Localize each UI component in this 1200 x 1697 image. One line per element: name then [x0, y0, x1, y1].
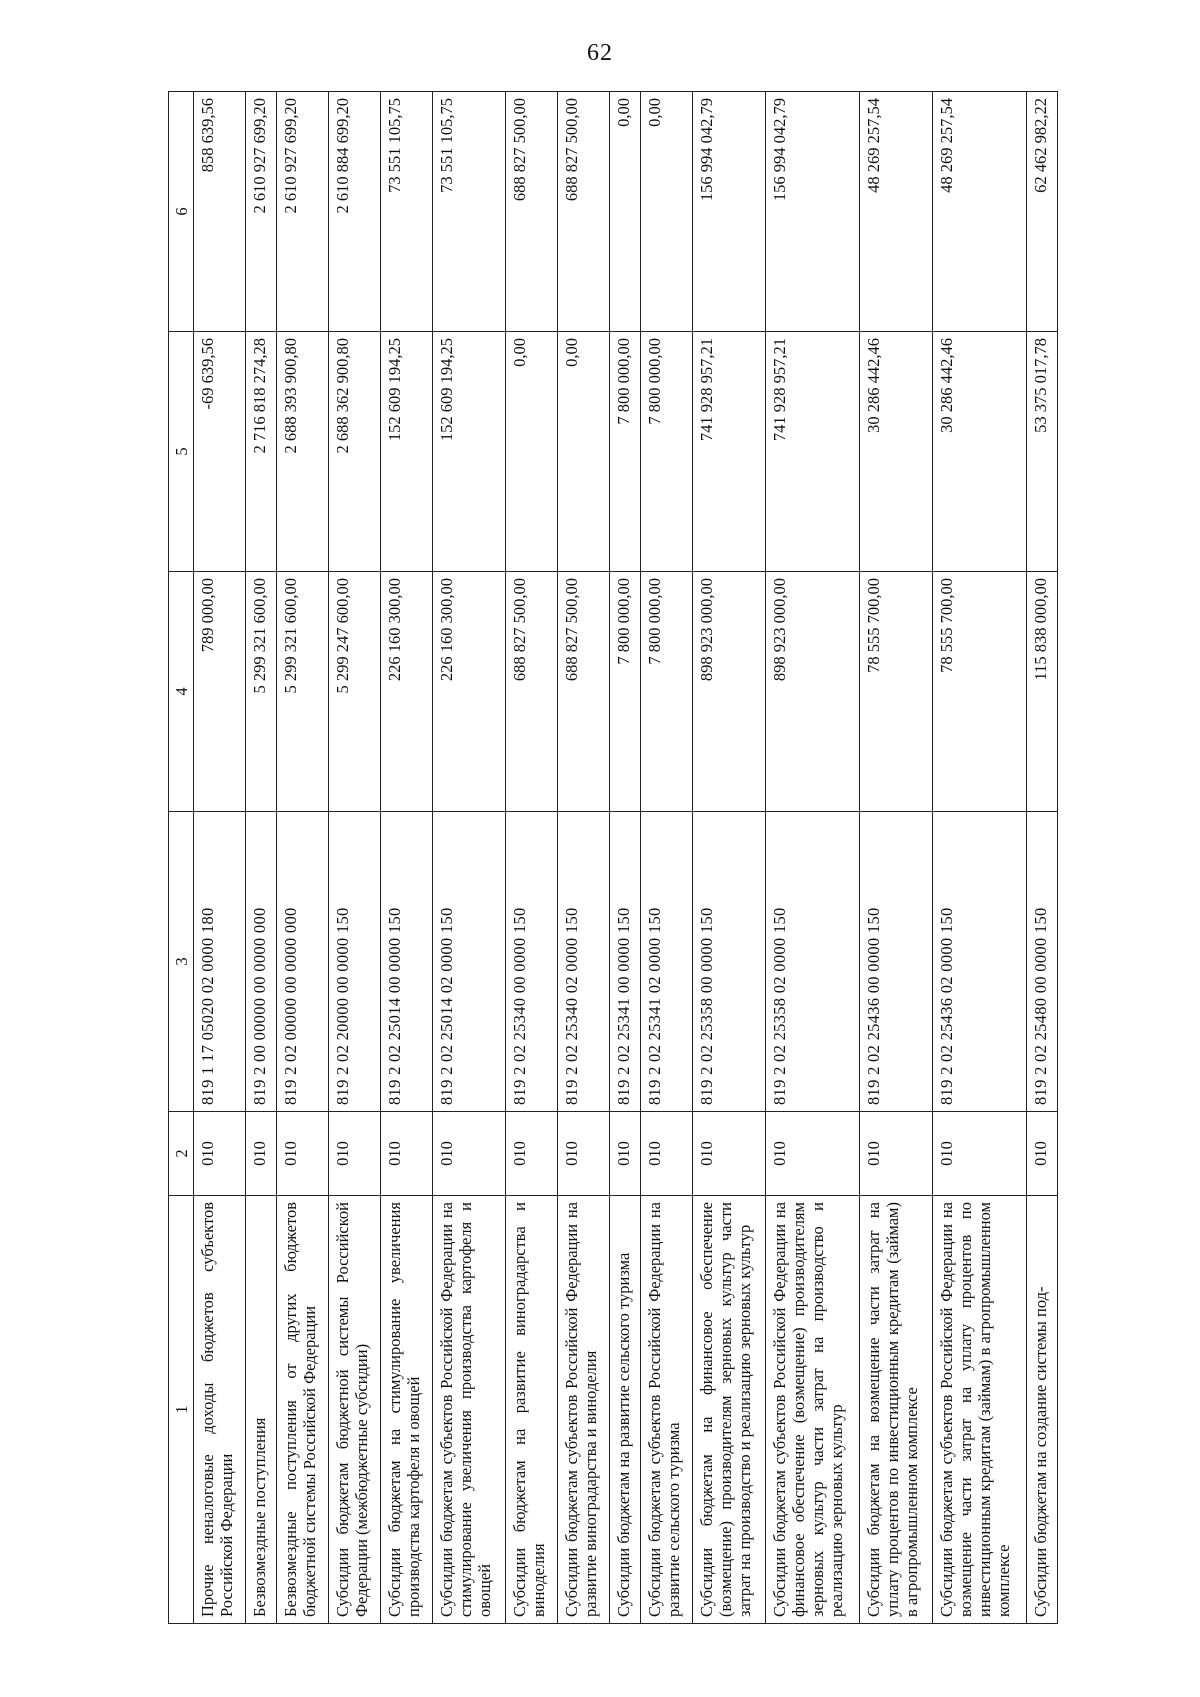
row-code: 010 — [432, 1112, 505, 1196]
row-code: 010 — [557, 1112, 609, 1196]
table-row — [1026, 92, 1057, 1624]
unexecuted-amount: 2 610 884 699,20 — [328, 92, 380, 332]
unexecuted-amount: 156 994 042,79 — [692, 92, 765, 332]
approved-amount: 226 160 300,00 — [380, 572, 432, 812]
row-code: 010 — [1026, 1112, 1057, 1196]
table-row — [276, 92, 328, 1624]
row-name: Субсидии бюджетам субъектов Российской Федерации на развитие виноградарства и виноделия — [557, 1196, 609, 1624]
unexecuted-amount: 73 551 105,75 — [432, 92, 505, 332]
header-col-5: 5 — [169, 332, 194, 572]
row-code: 010 — [276, 1112, 328, 1196]
table-row — [505, 92, 557, 1624]
row-code: 010 — [245, 1112, 276, 1196]
row-code: 010 — [692, 1112, 765, 1196]
budget-code: 819 1 17 05020 02 0000 180 — [194, 812, 246, 1112]
row-name: Субсидии бюджетам субъектов Российской Федерации на стимулирование увеличения производства картофеля и овощей — [432, 1196, 505, 1624]
rotated-table-container — [168, 92, 1058, 1624]
unexecuted-amount: 73 551 105,75 — [380, 92, 432, 332]
unexecuted-amount: 858 639,56 — [194, 92, 246, 332]
header-col-1: 1 — [169, 1196, 194, 1624]
unexecuted-amount: 62 462 982,22 — [1026, 92, 1057, 332]
budget-code: 819 2 02 25358 00 0000 150 — [692, 812, 765, 1112]
approved-amount: 5 299 321 600,00 — [276, 572, 328, 812]
executed-amount: 30 286 442,46 — [859, 332, 932, 572]
approved-amount: 688 827 500,00 — [505, 572, 557, 812]
approved-amount: 78 555 700,00 — [932, 572, 1026, 812]
executed-amount: 741 928 957,21 — [765, 332, 859, 572]
approved-amount: 898 923 000,00 — [765, 572, 859, 812]
approved-amount: 78 555 700,00 — [859, 572, 932, 812]
row-name: Субсидии бюджетам субъектов Российской Федерации на развитие сельского туризма — [640, 1196, 692, 1624]
row-name: Субсидии бюджетам на развитие виноградарства и виноделия — [505, 1196, 557, 1624]
executed-amount: 2 688 393 900,80 — [276, 332, 328, 572]
table-row — [328, 92, 380, 1624]
row-name: Прочие неналоговые доходы бюджетов субъектов Российской Федерации — [194, 1196, 246, 1624]
row-code: 010 — [194, 1112, 246, 1196]
unexecuted-amount: 48 269 257,54 — [932, 92, 1026, 332]
row-name: Субсидии бюджетам на развитие сельского туризма — [609, 1196, 640, 1624]
row-code: 010 — [859, 1112, 932, 1196]
executed-amount: 152 609 194,25 — [380, 332, 432, 572]
unexecuted-amount: 688 827 500,00 — [557, 92, 609, 332]
approved-amount: 7 800 000,00 — [640, 572, 692, 812]
row-code: 010 — [640, 1112, 692, 1196]
budget-code: 819 2 02 25341 00 0000 150 — [609, 812, 640, 1112]
budget-code: 819 2 02 25014 02 0000 150 — [432, 812, 505, 1112]
approved-amount: 5 299 247 600,00 — [328, 572, 380, 812]
budget-code: 819 2 02 25436 00 0000 150 — [859, 812, 932, 1112]
table-row — [380, 92, 432, 1624]
budget-code: 819 2 02 00000 00 0000 000 — [276, 812, 328, 1112]
header-col-3: 3 — [169, 812, 194, 1112]
budget-code: 819 2 02 25340 02 0000 150 — [557, 812, 609, 1112]
unexecuted-amount: 156 994 042,79 — [765, 92, 859, 332]
unexecuted-amount: 2 610 927 699,20 — [276, 92, 328, 332]
page-number: 62 — [587, 40, 613, 66]
budget-code: 819 2 02 25436 02 0000 150 — [932, 812, 1026, 1112]
executed-amount: 2 716 818 274,28 — [245, 332, 276, 572]
unexecuted-amount: 0,00 — [609, 92, 640, 332]
approved-amount: 115 838 000,00 — [1026, 572, 1057, 812]
budget-code: 819 2 02 25358 02 0000 150 — [765, 812, 859, 1112]
executed-amount: 7 800 000,00 — [640, 332, 692, 572]
table-body — [194, 92, 1058, 1624]
approved-amount: 898 923 000,00 — [692, 572, 765, 812]
approved-amount: 789 000,00 — [194, 572, 246, 812]
table-row — [859, 92, 932, 1624]
executed-amount: 2 688 362 900,80 — [328, 332, 380, 572]
table-row — [609, 92, 640, 1624]
row-name: Субсидии бюджетам на стимулирование увеличения производства картофеля и овощей — [380, 1196, 432, 1624]
unexecuted-amount: 48 269 257,54 — [859, 92, 932, 332]
budget-code: 819 2 02 25341 02 0000 150 — [640, 812, 692, 1112]
budget-table — [168, 91, 1058, 1624]
row-name: Субсидии бюджетам на создание системы под- — [1026, 1196, 1057, 1624]
budget-code: 819 2 00 00000 00 0000 000 — [245, 812, 276, 1112]
row-code: 010 — [765, 1112, 859, 1196]
table-row — [432, 92, 505, 1624]
approved-amount: 5 299 321 600,00 — [245, 572, 276, 812]
row-name: Субсидии бюджетам субъектов Российской Федерации на финансовое обеспечение (возмещение) производителям зерновых культур части затрат на производство и реализацию зерновых культур — [765, 1196, 859, 1624]
row-name: Субсидии бюджетам на финансовое обеспечение (возмещение) производителям зерновых культур части затрат на производство и реализацию зерновых культур — [692, 1196, 765, 1624]
header-row — [169, 92, 194, 1624]
table-row — [245, 92, 276, 1624]
unexecuted-amount: 688 827 500,00 — [505, 92, 557, 332]
approved-amount: 7 800 000,00 — [609, 572, 640, 812]
executed-amount: 7 800 000,00 — [609, 332, 640, 572]
budget-code: 819 2 02 25014 00 0000 150 — [380, 812, 432, 1112]
table-row — [194, 92, 246, 1624]
row-name: Субсидии бюджетам на возмещение части затрат на уплату процентов по инвестиционным кредитам (займам) в агропромышленном комплексе — [859, 1196, 932, 1624]
table-row — [765, 92, 859, 1624]
budget-code: 819 2 02 20000 00 0000 150 — [328, 812, 380, 1112]
row-name: Субсидии бюджетам бюджетной системы Российской Федерации (межбюджетные субсидии) — [328, 1196, 380, 1624]
unexecuted-amount: 2 610 927 699,20 — [245, 92, 276, 332]
approved-amount: 688 827 500,00 — [557, 572, 609, 812]
row-code: 010 — [505, 1112, 557, 1196]
row-code: 010 — [932, 1112, 1026, 1196]
header-col-2: 2 — [169, 1112, 194, 1196]
table-row — [692, 92, 765, 1624]
table-header — [169, 92, 194, 1624]
executed-amount: 30 286 442,46 — [932, 332, 1026, 572]
table-row — [932, 92, 1026, 1624]
executed-amount: 53 375 017,78 — [1026, 332, 1057, 572]
executed-amount: -69 639,56 — [194, 332, 246, 572]
row-code: 010 — [609, 1112, 640, 1196]
executed-amount: 0,00 — [557, 332, 609, 572]
row-code: 010 — [380, 1112, 432, 1196]
approved-amount: 226 160 300,00 — [432, 572, 505, 812]
table-row — [640, 92, 692, 1624]
budget-code: 819 2 02 25480 00 0000 150 — [1026, 812, 1057, 1112]
header-col-6: 6 — [169, 92, 194, 332]
row-name: Безвозмездные поступления от других бюджетов бюджетной системы Российской Федерации — [276, 1196, 328, 1624]
row-code: 010 — [328, 1112, 380, 1196]
row-name: Безвозмездные поступления — [245, 1196, 276, 1624]
table-row — [557, 92, 609, 1624]
budget-code: 819 2 02 25340 00 0000 150 — [505, 812, 557, 1112]
executed-amount: 741 928 957,21 — [692, 332, 765, 572]
unexecuted-amount: 0,00 — [640, 92, 692, 332]
header-col-4: 4 — [169, 572, 194, 812]
row-name: Субсидии бюджетам субъектов Российской Федерации на возмещение части затрат на уплату процентов по инвестиционным кредитам (займам) в агропромышленном комплексе — [932, 1196, 1026, 1624]
executed-amount: 152 609 194,25 — [432, 332, 505, 572]
executed-amount: 0,00 — [505, 332, 557, 572]
